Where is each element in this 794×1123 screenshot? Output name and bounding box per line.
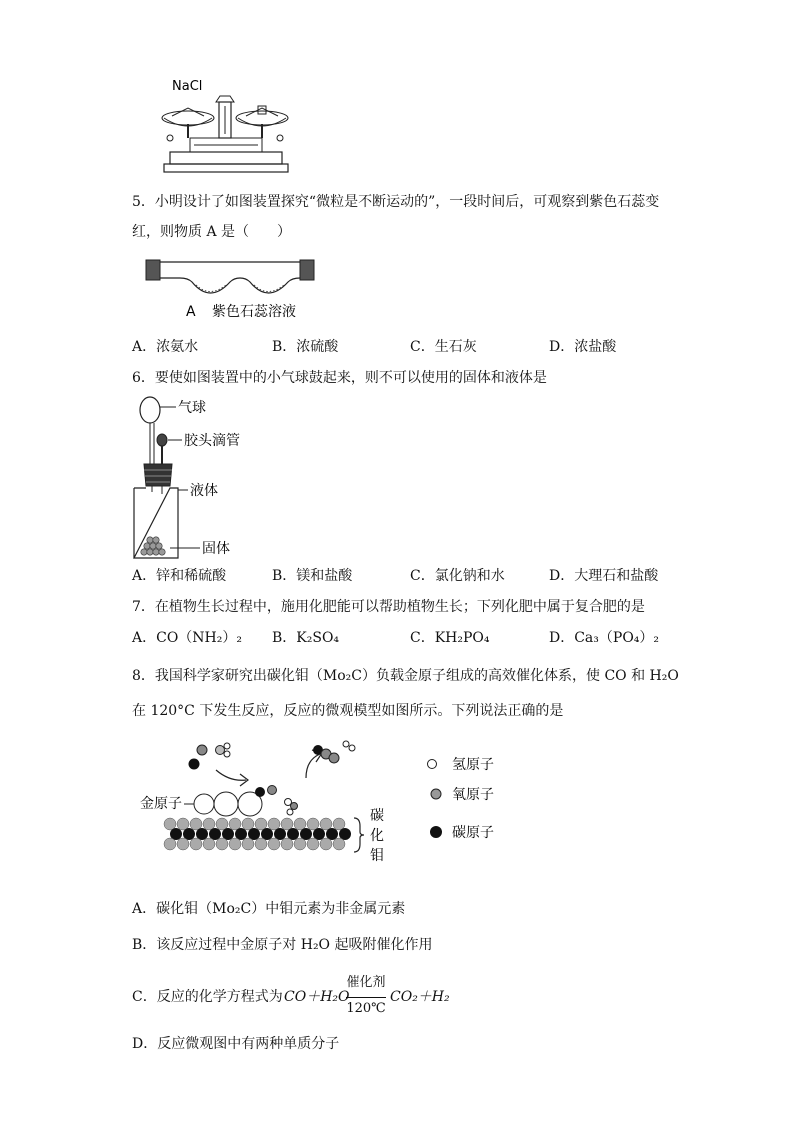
q8-option-c-temperature: 120℃ <box>346 1001 386 1016</box>
oxygen-legend-icon <box>431 789 441 799</box>
q7-option-b[interactable]: B．K₂SO₄ <box>272 630 340 646</box>
mo2c-char-1: 碳 <box>370 808 384 824</box>
q6-option-d[interactable]: D．大理石和盐酸 <box>549 568 659 584</box>
q8-option-c-prefix: C．反应的化学方程式为 <box>132 989 283 1005</box>
gold-atom-label: 金原子 <box>140 796 182 812</box>
balance-figure <box>150 72 290 176</box>
q7-stem: 7．在植物生长过程中，施用化肥能可以帮助植物生长；下列化肥中属于复合肥的是 <box>132 599 645 615</box>
legend-hydrogen: 氢原子 <box>452 757 494 773</box>
q8-figure <box>140 736 520 866</box>
q8-option-b[interactable]: B．该反应过程中金原子对 H₂O 起吸附催化作用 <box>132 937 433 953</box>
carbon-legend-icon <box>430 826 442 838</box>
q7-option-c[interactable]: C．KH₂PO₄ <box>410 630 490 646</box>
q6-option-c[interactable]: C．氯化钠和水 <box>410 568 505 584</box>
q8-option-c-catalyst: 催化剂 <box>346 975 386 990</box>
solid-label: 固体 <box>202 541 230 557</box>
legend-carbon: 碳原子 <box>452 825 494 841</box>
q6-option-b[interactable]: B．镁和盐酸 <box>272 568 353 584</box>
liquid-label: 液体 <box>190 483 218 499</box>
tube-diagram <box>140 252 340 324</box>
nacl-label: NaCl <box>172 79 203 94</box>
q5-option-d[interactable]: D．浓盐酸 <box>549 339 617 355</box>
mo2c-layers <box>164 818 351 850</box>
q6-option-a[interactable]: A．锌和稀硫酸 <box>132 568 227 584</box>
q6-stem: 6．要使如图装置中的小气球鼓起来，则不可以使用的固体和液体是 <box>132 370 547 386</box>
reaction-model-diagram <box>140 736 520 866</box>
q5-figure <box>140 252 340 324</box>
q5-stem-line1: 5．小明设计了如图装置探究“微粒是不断运动的”，一段时间后，可观察到紫色石蕊变 <box>132 194 660 210</box>
q5-option-c[interactable]: C．生石灰 <box>410 339 477 355</box>
q8-option-c-products: CO₂＋H₂ <box>390 989 450 1005</box>
q6-figure <box>130 394 270 562</box>
balance-diagram <box>150 72 290 176</box>
q5-option-b[interactable]: B．浓硫酸 <box>272 339 339 355</box>
hydrogen-legend-icon <box>428 760 437 769</box>
equation-arrow-line <box>346 997 386 998</box>
legend-oxygen: 氧原子 <box>452 787 494 803</box>
q5-label-solution: 紫色石蕊溶液 <box>212 304 296 320</box>
q7-option-a[interactable]: A．CO（NH₂）₂ <box>132 630 242 646</box>
q8-option-d[interactable]: D．反应微观图中有两种单质分子 <box>132 1036 340 1052</box>
q7-option-d[interactable]: D．Ca₃（PO₄）₂ <box>549 630 660 646</box>
q5-stem-line2: 红，则物质 A 是（ ） <box>132 224 292 240</box>
q8-stem-line1: 8．我国科学家研究出碳化钼（Mo₂C）负载金原子组成的高效催化体系，使 CO 和 H₂O <box>132 668 679 684</box>
q8-option-c[interactable] <box>132 975 532 1019</box>
flask-diagram <box>130 394 270 562</box>
q8-stem-line2: 在 120°C 下发生反应，反应的微观模型如图所示。下列说法正确的是 <box>132 703 564 719</box>
mo2c-char-3: 钼 <box>370 848 384 864</box>
q5-option-a[interactable]: A．浓氨水 <box>132 339 199 355</box>
dropper-label: 胶头滴管 <box>184 433 240 449</box>
balloon-label: 气球 <box>178 400 206 416</box>
q8-option-a[interactable]: A．碳化钼（Mo₂C）中钼元素为非金属元素 <box>132 901 406 917</box>
mo2c-char-2: 化 <box>370 828 384 844</box>
q8-option-c-reactants: CO＋H₂O <box>284 989 350 1005</box>
q5-label-a: A <box>186 304 196 320</box>
